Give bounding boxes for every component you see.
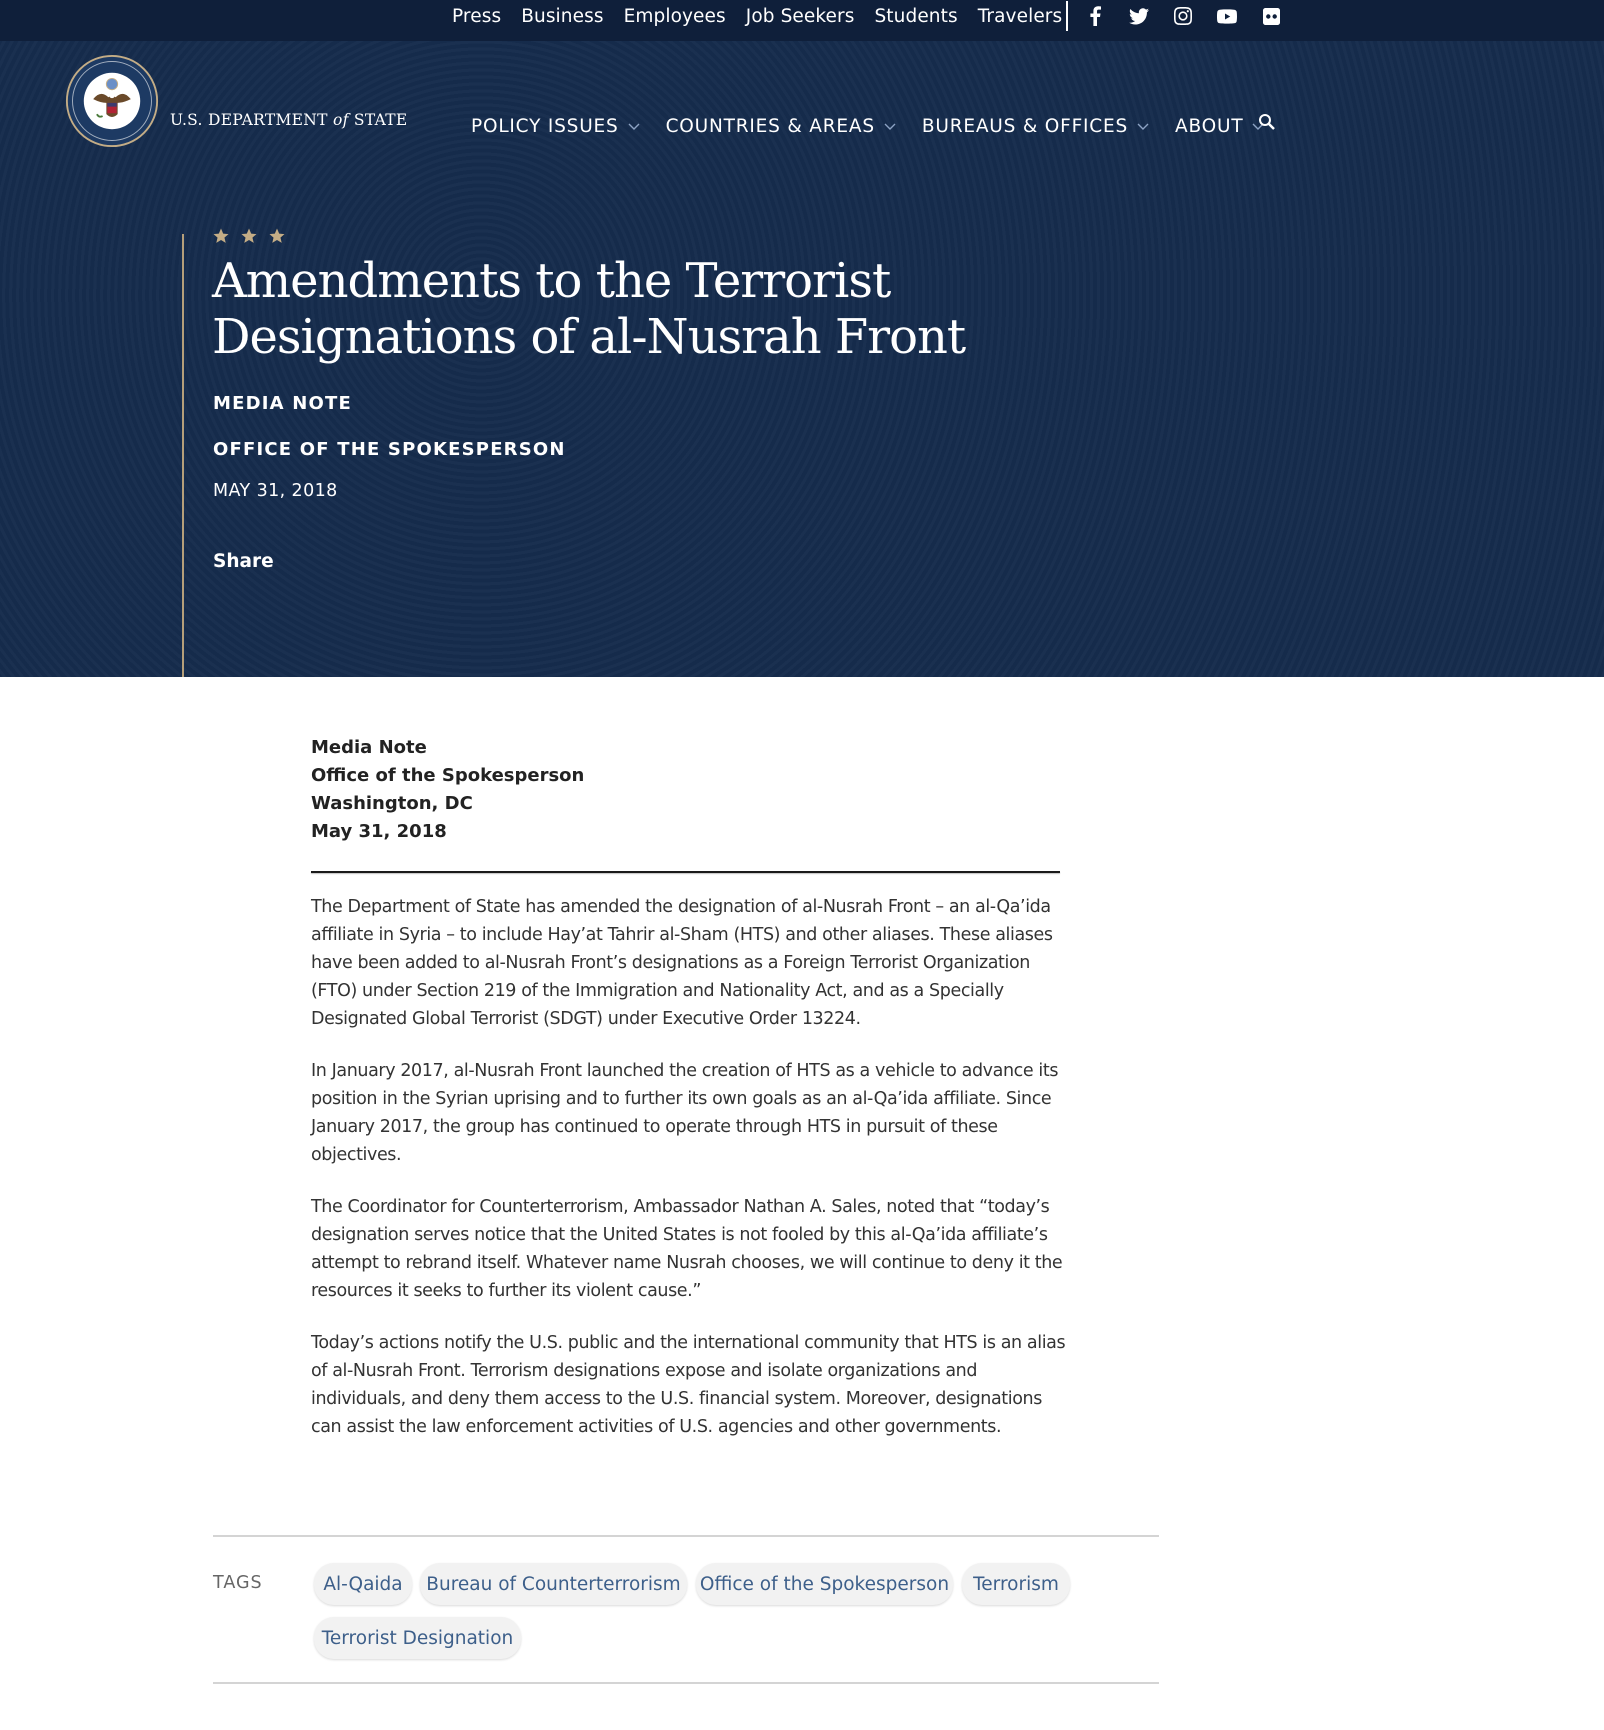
utility-link-job-seekers[interactable]: Job Seekers — [745, 5, 855, 27]
article-date: MAY 31, 2018 — [213, 481, 338, 501]
nav-label: BUREAUS & OFFICES — [921, 116, 1129, 137]
nav-about[interactable] — [1175, 116, 1264, 137]
nav-bureaus-offices[interactable] — [922, 116, 1149, 137]
utility-nav — [452, 0, 1082, 32]
department-seal-logo[interactable] — [65, 54, 159, 148]
nav-label: COUNTRIES & AREAS — [665, 116, 875, 137]
utility-link-travelers[interactable]: Travelers — [977, 5, 1063, 27]
article-divider — [311, 871, 1060, 873]
hero-banner — [0, 41, 1604, 677]
flickr-icon[interactable] — [1261, 6, 1281, 26]
wordmark-suffix: STATE — [353, 111, 408, 129]
utility-link-employees[interactable]: Employees — [623, 5, 726, 27]
article-meta — [311, 734, 584, 846]
tags-label: TAGS — [213, 1573, 263, 1593]
stars-ornament — [212, 227, 286, 245]
page-title: Amendments to the Terrorist Designations of al-Nusrah Front — [212, 253, 966, 365]
star-icon — [268, 227, 286, 245]
utility-link-press[interactable]: Press — [452, 5, 502, 27]
nav-label: ABOUT — [1175, 116, 1244, 137]
meta-line: May 31, 2018 — [311, 821, 447, 842]
tags-bottom-divider — [213, 1682, 1159, 1684]
nav-label: POLICY ISSUES — [471, 116, 619, 137]
wordmark-prefix: U.S. DEPARTMENT — [170, 111, 328, 129]
article-category: MEDIA NOTE — [213, 393, 352, 414]
nav-policy-issues[interactable] — [471, 116, 640, 137]
social-links — [1085, 0, 1281, 32]
article-paragraph: Today’s actions notify the U.S. public and the international community that HTS is an alias of al-Nusrah Front. Terrorism designations expose and isolate organizations and individuals, and deny them access to the U.S. financial system. Moreover, designations can assist the law enforcement activities of U.S. agencies and other governments. — [311, 1333, 1066, 1437]
meta-line: Media Note — [311, 737, 427, 758]
search-icon[interactable] — [1258, 113, 1276, 131]
utility-link-students[interactable]: Students — [874, 5, 958, 27]
tag-bureau-of-counterterrorism[interactable]: Bureau of Counterterrorism — [420, 1563, 687, 1605]
tags-top-divider — [213, 1535, 1159, 1537]
tag-office-of-the-spokesperson[interactable]: Office of the Spokesperson — [696, 1563, 953, 1605]
wordmark-of: of — [333, 111, 349, 129]
chevron-down-icon — [884, 123, 896, 131]
instagram-icon[interactable] — [1173, 6, 1193, 26]
youtube-icon[interactable] — [1217, 6, 1237, 26]
article-paragraph: The Coordinator for Counterterrorism, Ambassador Nathan A. Sales, noted that “today’s designation serves notice that the United States is not fooled by this al-Qa’ida affiliate’s attempt to rebrand itself. Whatever name Nusrah chooses, we will continue to deny it the resources it seeks to further its violent cause.” — [311, 1197, 1063, 1301]
utility-link-business[interactable]: Business — [521, 5, 604, 27]
utility-divider — [1066, 1, 1068, 31]
facebook-icon[interactable] — [1085, 6, 1105, 26]
utility-bar — [0, 0, 1604, 41]
main-nav — [471, 116, 1290, 137]
star-icon — [240, 227, 258, 245]
tag-terrorist-designation[interactable]: Terrorist Designation — [314, 1617, 521, 1659]
hero-accent-rule — [182, 234, 184, 677]
chevron-down-icon — [628, 123, 640, 131]
article-office: OFFICE OF THE SPOKESPERSON — [213, 439, 566, 460]
tag-al-qaida[interactable]: Al-Qaida — [314, 1563, 412, 1605]
department-wordmark[interactable] — [170, 111, 408, 129]
nav-countries-areas[interactable] — [666, 116, 896, 137]
tag-terrorism[interactable]: Terrorism — [962, 1563, 1070, 1605]
article-paragraph: In January 2017, al-Nusrah Front launched the creation of HTS as a vehicle to advance its position in the Syrian uprising and to further its own goals as an al-Qa’ida affiliate. Since January 2017, the group has continued to operate through HTS in pursuit of these objectives. — [311, 1061, 1059, 1165]
share-button[interactable]: Share — [213, 551, 274, 572]
meta-line: Washington, DC — [311, 793, 473, 814]
meta-line: Office of the Spokesperson — [311, 765, 585, 786]
article-paragraph: The Department of State has amended the designation of al-Nusrah Front – an al-Qa’ida affiliate in Syria – to include Hay’at Tahrir al-Sham (HTS) and other aliases. These aliases have been added to al-Nusrah Front’s designations as a Foreign Terrorist Organization (FTO) under Section 219 of the Immigration and Nationality Act, and as a Specially Designated Global Terrorist (SDGT) under Executive Order 13224. — [311, 897, 1053, 1029]
twitter-icon[interactable] — [1129, 6, 1149, 26]
chevron-down-icon — [1137, 123, 1149, 131]
star-icon — [212, 227, 230, 245]
